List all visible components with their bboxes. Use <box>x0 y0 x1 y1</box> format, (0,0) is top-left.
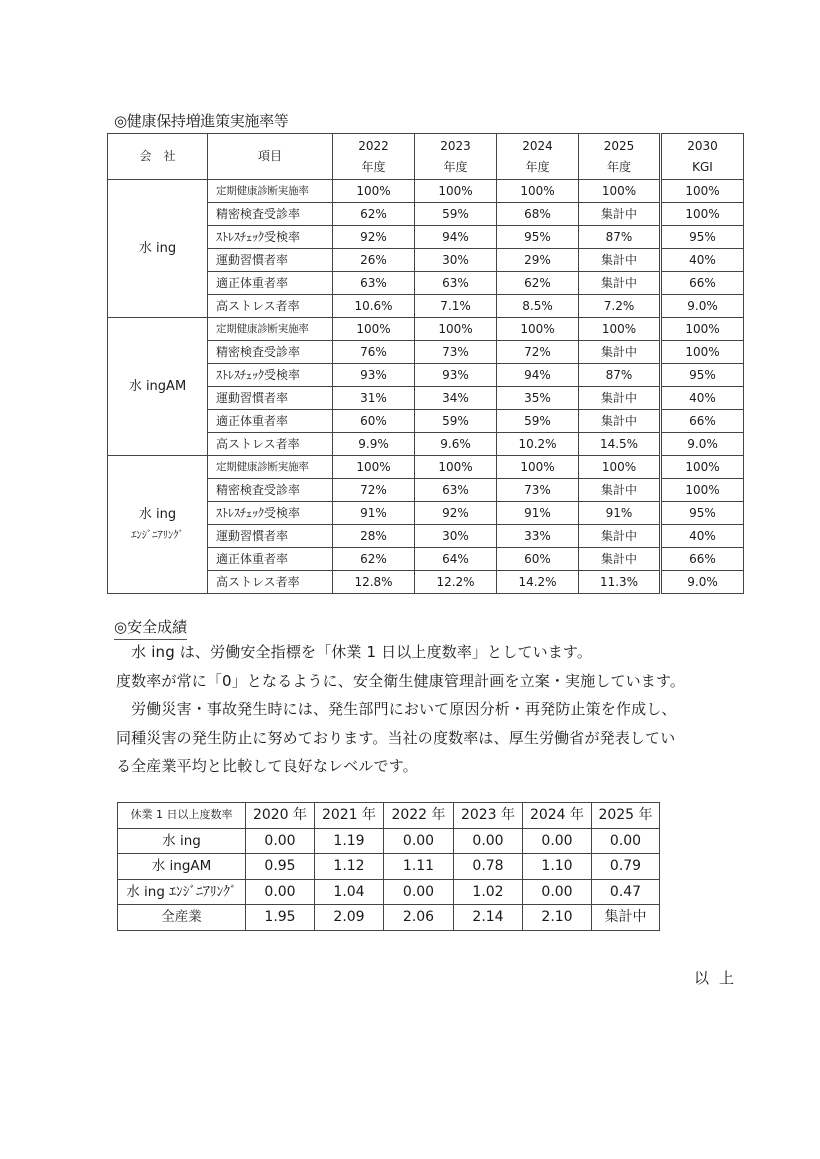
value-cell: 72% <box>333 479 415 502</box>
value-cell: 11.3% <box>579 571 661 594</box>
rate-year-header: 2020 年 <box>246 803 315 829</box>
health-promotion-table <box>107 133 744 594</box>
item-label: 適正体重者率 <box>208 548 333 571</box>
value-cell: 94% <box>497 364 579 387</box>
value-cell: 30% <box>415 525 497 548</box>
rate-header-row <box>118 803 660 829</box>
safety-paragraph <box>116 638 685 781</box>
value-cell: 100% <box>415 180 497 203</box>
rate-value: 0.00 <box>592 828 660 854</box>
header-year: 2024 年度 <box>497 134 579 180</box>
kgi-value: 40% <box>661 525 744 548</box>
value-cell: 62% <box>497 272 579 295</box>
rate-value: 0.95 <box>246 854 315 880</box>
value-cell: 93% <box>333 364 415 387</box>
company-name: 水 ingAM <box>128 378 187 394</box>
value-cell: 集計中 <box>579 341 661 364</box>
value-cell: 35% <box>497 387 579 410</box>
header-kgi: 2030 KGI <box>661 134 744 180</box>
rate-value: 0.47 <box>592 879 660 905</box>
rate-year-header: 2022 年 <box>384 803 454 829</box>
value-cell: 集計中 <box>579 410 661 433</box>
value-cell: 34% <box>415 387 497 410</box>
kgi-value: 40% <box>661 387 744 410</box>
kgi-value: 95% <box>661 502 744 525</box>
value-cell: 集計中 <box>579 479 661 502</box>
value-cell: 9.6% <box>415 433 497 456</box>
header-year: 2025 年度 <box>579 134 661 180</box>
value-cell: 30% <box>415 249 497 272</box>
value-cell: 73% <box>415 341 497 364</box>
table-row <box>108 318 744 341</box>
value-cell: 14.2% <box>497 571 579 594</box>
value-cell: 72% <box>497 341 579 364</box>
item-label: 精密検査受診率 <box>208 203 333 226</box>
kgi-value: 66% <box>661 548 744 571</box>
kgi-value: 100% <box>661 318 744 341</box>
item-label: 高ストレス者率 <box>208 571 333 594</box>
closing-mark: 以上 <box>694 969 745 987</box>
company-name: 水 ing <box>138 506 177 522</box>
kgi-value: 9.0% <box>661 571 744 594</box>
value-cell: 92% <box>415 502 497 525</box>
rate-value: 2.14 <box>454 905 523 931</box>
value-cell: 9.9% <box>333 433 415 456</box>
health-section-title: ◎健康保持増進策実施率等 <box>114 111 289 134</box>
paragraph-line: 度数率が常に「0」となるように、安全衛生健康管理計画を立案・実施しています。 <box>116 671 686 690</box>
rate-value: 集計中 <box>592 905 660 931</box>
safety-section-title: ◎安全成績 <box>114 617 187 640</box>
rate-row-label: 全産業 <box>118 905 246 931</box>
value-cell: 95% <box>497 226 579 249</box>
rate-value: 0.79 <box>592 854 660 880</box>
value-cell: 7.2% <box>579 295 661 318</box>
value-cell: 12.8% <box>333 571 415 594</box>
company-name-cell <box>108 180 208 318</box>
item-label: 定期健康診断実施率 <box>208 180 333 203</box>
header-company: 会 社 <box>108 134 208 180</box>
value-cell: 100% <box>579 456 661 479</box>
rate-year-header: 2023 年 <box>454 803 523 829</box>
paragraph-line: る全産業平均と比較して良好なレベルです。 <box>116 757 418 775</box>
value-cell: 59% <box>415 203 497 226</box>
rate-value: 1.11 <box>384 854 454 880</box>
value-cell: 100% <box>579 180 661 203</box>
value-cell: 91% <box>333 502 415 525</box>
value-cell: 10.6% <box>333 295 415 318</box>
table-row <box>108 456 744 479</box>
kgi-value: 95% <box>661 364 744 387</box>
rate-value: 0.00 <box>454 828 523 854</box>
value-cell: 集計中 <box>579 548 661 571</box>
company-name-sub: ｴﾝｼﾞﾆｱﾘﾝｸﾞ <box>131 528 184 541</box>
value-cell: 12.2% <box>415 571 497 594</box>
value-cell: 28% <box>333 525 415 548</box>
rate-year-header: 2025 年 <box>592 803 660 829</box>
value-cell: 100% <box>333 318 415 341</box>
item-label: 運動習慣者率 <box>208 387 333 410</box>
item-label: 高ストレス者率 <box>208 295 333 318</box>
kgi-value: 66% <box>661 272 744 295</box>
value-cell: 87% <box>579 364 661 387</box>
rate-row <box>118 905 660 931</box>
value-cell: 63% <box>415 479 497 502</box>
value-cell: 100% <box>497 318 579 341</box>
rate-row <box>118 828 660 854</box>
header-year: 2023 年度 <box>415 134 497 180</box>
value-cell: 100% <box>415 318 497 341</box>
value-cell: 87% <box>579 226 661 249</box>
value-cell: 63% <box>333 272 415 295</box>
value-cell: 100% <box>579 318 661 341</box>
kgi-value: 9.0% <box>661 433 744 456</box>
paragraph-line: 同種災害の発生防止に努めております。当社の度数率は、厚生労働省が発表してい <box>116 728 676 747</box>
value-cell: 8.5% <box>497 295 579 318</box>
kgi-value: 100% <box>661 341 744 364</box>
value-cell: 7.1% <box>415 295 497 318</box>
rate-row-label: 水 ingAM <box>118 854 246 880</box>
company-name: 水 ing <box>138 240 177 256</box>
value-cell: 29% <box>497 249 579 272</box>
value-cell: 60% <box>333 410 415 433</box>
value-cell: 59% <box>415 410 497 433</box>
kgi-value: 100% <box>661 180 744 203</box>
value-cell: 94% <box>415 226 497 249</box>
rate-value: 0.78 <box>454 854 523 880</box>
item-label: 精密検査受診率 <box>208 341 333 364</box>
value-cell: 93% <box>415 364 497 387</box>
header-item: 項目 <box>208 134 333 180</box>
paragraph-line: 水 ing は、労働安全指標を「休業 1 日以上度数率」としています。 <box>116 643 593 661</box>
rate-value: 1.10 <box>523 854 592 880</box>
rate-value: 2.06 <box>384 905 454 931</box>
value-cell: 91% <box>579 502 661 525</box>
rate-value: 1.02 <box>454 879 523 905</box>
value-cell: 100% <box>497 180 579 203</box>
rate-value: 2.09 <box>315 905 384 931</box>
rate-row-label: 水 ing <box>118 828 246 854</box>
item-label: ｽﾄﾚｽﾁｪｯｸ受検率 <box>208 364 333 387</box>
rate-value: 0.00 <box>523 879 592 905</box>
value-cell: 集計中 <box>579 272 661 295</box>
kgi-value: 95% <box>661 226 744 249</box>
rate-value: 1.04 <box>315 879 384 905</box>
item-label: 高ストレス者率 <box>208 433 333 456</box>
value-cell: 68% <box>497 203 579 226</box>
rate-value: 1.12 <box>315 854 384 880</box>
header-row <box>108 134 744 180</box>
value-cell: 60% <box>497 548 579 571</box>
kgi-value: 100% <box>661 203 744 226</box>
value-cell: 31% <box>333 387 415 410</box>
item-label: 適正体重者率 <box>208 272 333 295</box>
rate-row <box>118 854 660 880</box>
company-name-cell <box>108 456 208 594</box>
table-row <box>108 180 744 203</box>
value-cell: 91% <box>497 502 579 525</box>
rate-value: 0.00 <box>384 828 454 854</box>
value-cell: 100% <box>415 456 497 479</box>
rate-value: 1.95 <box>246 905 315 931</box>
rate-year-header: 2021 年 <box>315 803 384 829</box>
value-cell: 10.2% <box>497 433 579 456</box>
value-cell: 集計中 <box>579 203 661 226</box>
header-year: 2022 年度 <box>333 134 415 180</box>
item-label: 運動習慣者率 <box>208 249 333 272</box>
value-cell: 100% <box>497 456 579 479</box>
kgi-value: 66% <box>661 410 744 433</box>
item-label: ｽﾄﾚｽﾁｪｯｸ受検率 <box>208 502 333 525</box>
kgi-value: 9.0% <box>661 295 744 318</box>
value-cell: 100% <box>333 456 415 479</box>
value-cell: 集計中 <box>579 249 661 272</box>
rate-value: 2.10 <box>523 905 592 931</box>
item-label: 定期健康診断実施率 <box>208 456 333 479</box>
company-name-cell <box>108 318 208 456</box>
paragraph-line: 労働災害・事故発生時には、発生部門において原因分析・再発防止策を作成し、 <box>116 700 677 718</box>
value-cell: 73% <box>497 479 579 502</box>
rate-year-header: 2024 年 <box>523 803 592 829</box>
value-cell: 33% <box>497 525 579 548</box>
item-label: 運動習慣者率 <box>208 525 333 548</box>
rate-value: 0.00 <box>384 879 454 905</box>
lost-time-injury-rate-table <box>117 802 660 931</box>
rate-value: 0.00 <box>246 828 315 854</box>
item-label: 適正体重者率 <box>208 410 333 433</box>
item-label: ｽﾄﾚｽﾁｪｯｸ受検率 <box>208 226 333 249</box>
value-cell: 26% <box>333 249 415 272</box>
value-cell: 63% <box>415 272 497 295</box>
kgi-value: 40% <box>661 249 744 272</box>
value-cell: 64% <box>415 548 497 571</box>
value-cell: 62% <box>333 548 415 571</box>
value-cell: 集計中 <box>579 525 661 548</box>
value-cell: 76% <box>333 341 415 364</box>
rate-value: 0.00 <box>246 879 315 905</box>
value-cell: 14.5% <box>579 433 661 456</box>
rate-value: 1.19 <box>315 828 384 854</box>
item-label: 定期健康診断実施率 <box>208 318 333 341</box>
value-cell: 62% <box>333 203 415 226</box>
rate-row <box>118 879 660 905</box>
rate-value: 0.00 <box>523 828 592 854</box>
rate-corner-label: 休業 1 日以上度数率 <box>118 803 246 829</box>
value-cell: 59% <box>497 410 579 433</box>
rate-row-label: 水 ing ｴﾝｼﾞﾆｱﾘﾝｸﾞ <box>118 879 246 905</box>
value-cell: 集計中 <box>579 387 661 410</box>
kgi-value: 100% <box>661 456 744 479</box>
kgi-value: 100% <box>661 479 744 502</box>
value-cell: 92% <box>333 226 415 249</box>
item-label: 精密検査受診率 <box>208 479 333 502</box>
value-cell: 100% <box>333 180 415 203</box>
